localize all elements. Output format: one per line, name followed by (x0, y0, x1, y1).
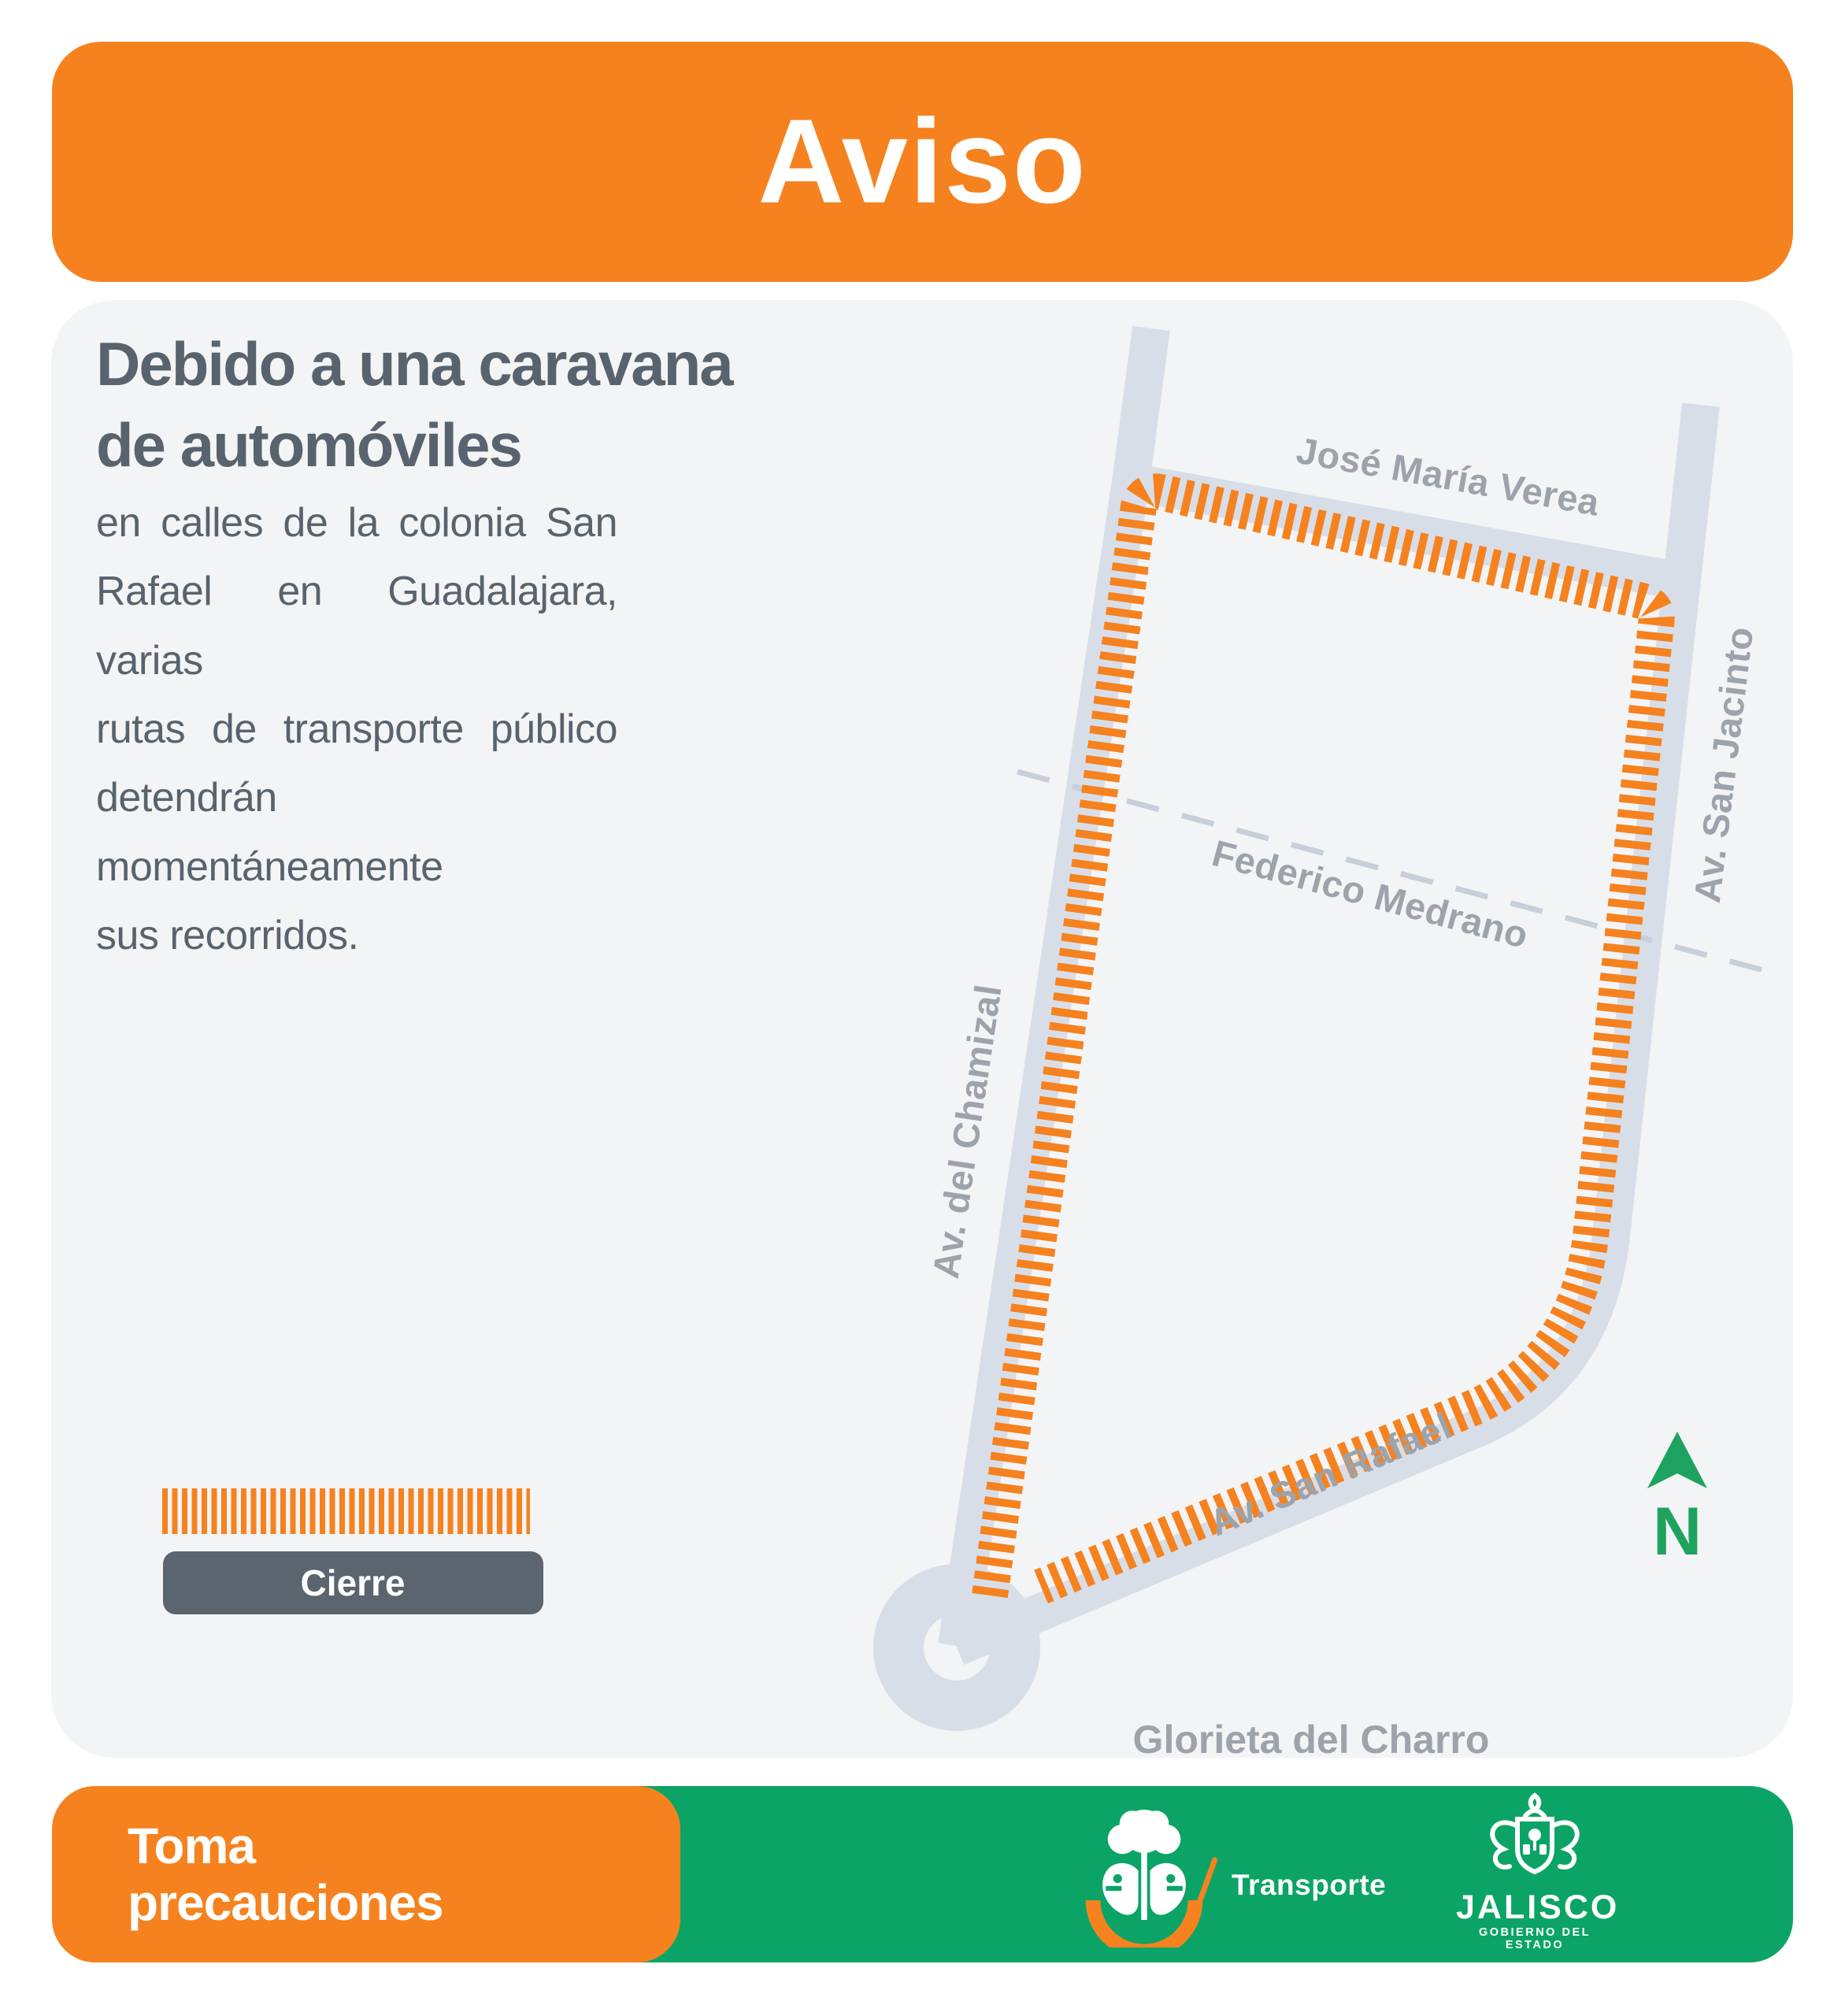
jalisco-logo (1456, 1792, 1620, 1951)
notice-heading-line1: Debido a una caravana (96, 329, 732, 398)
transporte-tree-icon (1085, 1806, 1203, 1947)
label-av-san-rafael: Av. San Rafael (1203, 1404, 1458, 1544)
north-arrow-icon (1647, 1432, 1707, 1488)
body-line: rutas de transporte público (96, 706, 617, 753)
jalisco-title: JALISCO (1456, 1888, 1620, 1926)
body-line: Rafael en Guadalajara, varias (96, 569, 617, 684)
label-av-san-jacinto: Av. San Jacinto (1685, 624, 1762, 906)
body-line: sus recorridos. (96, 913, 359, 959)
notice-card (51, 300, 1793, 1758)
north-label: N (1652, 1494, 1702, 1569)
body-line: en calles de la colonia San (96, 500, 617, 546)
closure-map (51, 300, 1793, 1758)
footer-warning-line1: Toma (128, 1817, 255, 1874)
header-banner (52, 42, 1793, 282)
footer-warning-badge (52, 1786, 680, 1962)
label-federico-medrano: Federico Medrano (1208, 832, 1533, 957)
footer-warning-line2: precauciones (128, 1874, 443, 1931)
legend-label: Cierre (300, 1562, 406, 1603)
notice-heading-line2: de automóviles (96, 410, 521, 480)
page-title: Aviso (758, 94, 1087, 228)
transporte-label: Transporte (1232, 1869, 1387, 1901)
label-av-del-chamizal: Av. del Chamizal (924, 981, 1010, 1281)
jalisco-emblem-icon (1472, 1792, 1598, 1887)
jalisco-subtitle: GOBIERNO DEL ESTADO (1479, 1926, 1591, 1951)
label-jose-maria-verea: José María Verea (1293, 428, 1603, 524)
label-glorieta-del-charro: Glorieta del Charro (1132, 1718, 1490, 1758)
body-line: detendrán momentáneamente (96, 775, 443, 890)
